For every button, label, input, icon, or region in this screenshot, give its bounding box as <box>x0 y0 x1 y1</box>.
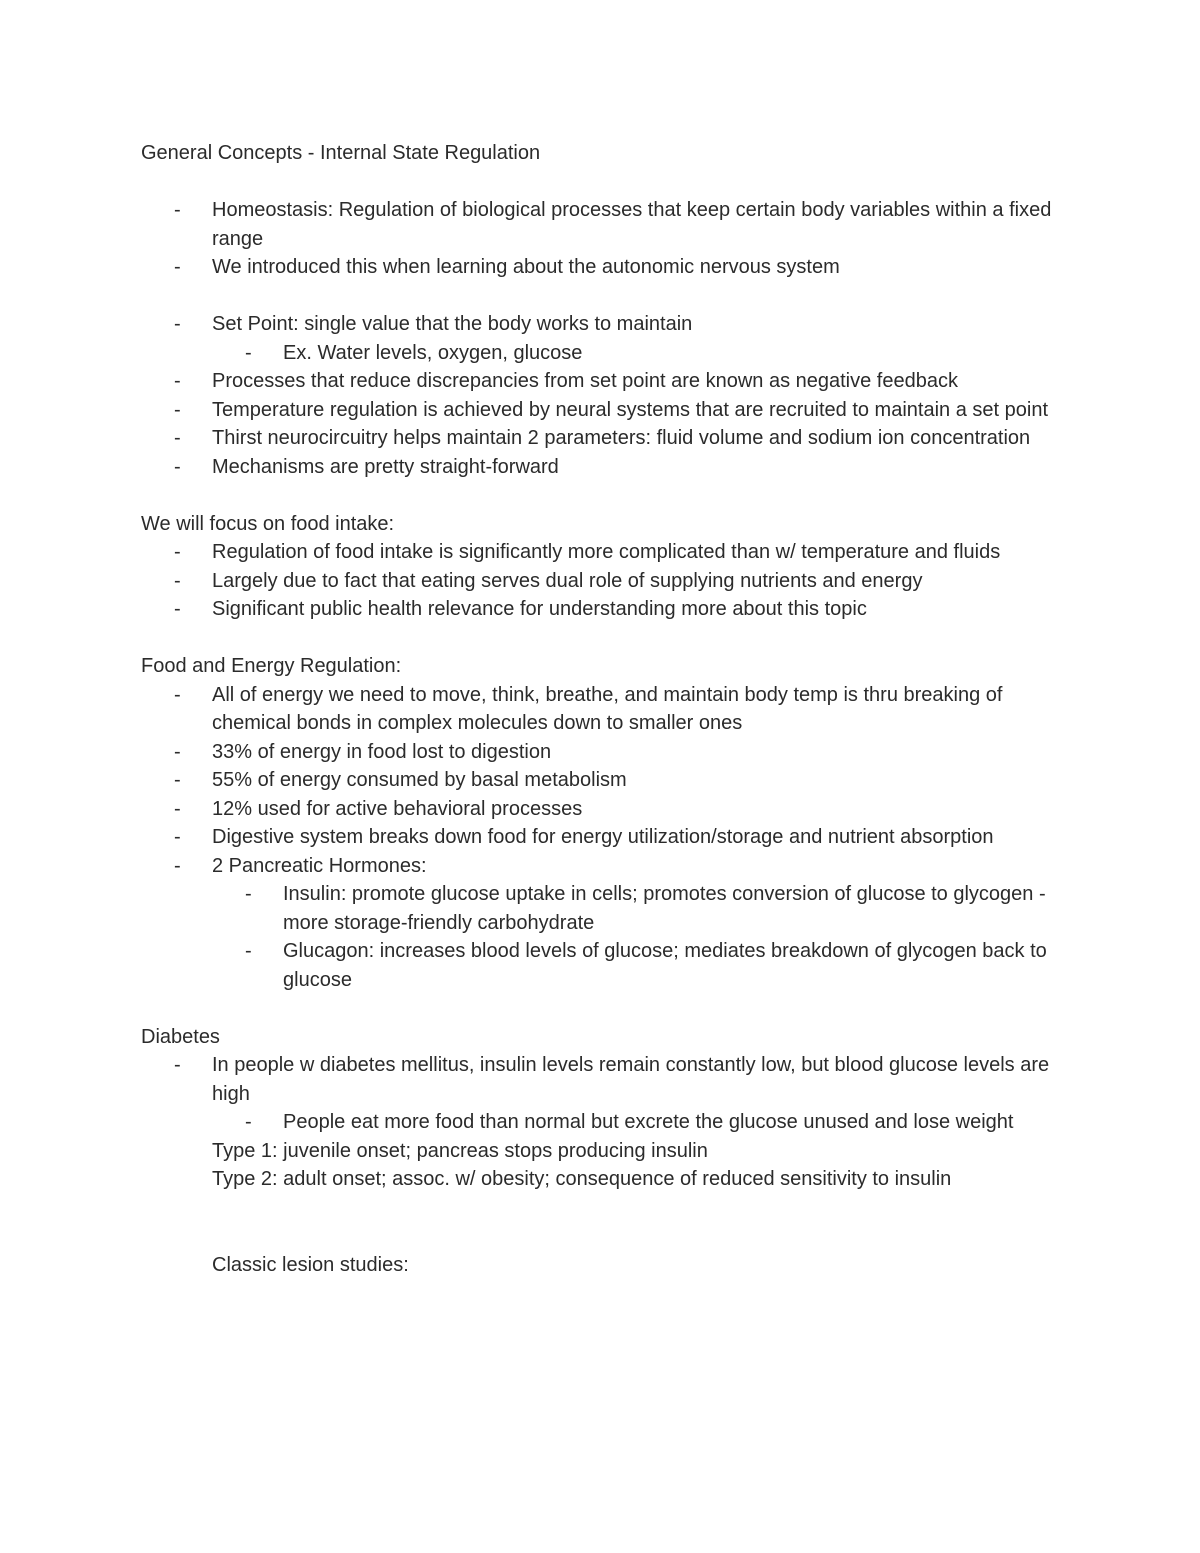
dash-bullet: - <box>174 541 181 563</box>
dash-bullet: - <box>174 797 181 820</box>
list-item: - Thirst neurocircuitry helps maintain 2 parameters: fluid volume and sodium ion concentration <box>141 424 1081 453</box>
list-item: - Largely due to fact that eating serves dual role of supplying nutrients and energy <box>141 567 1081 596</box>
dash-bullet: - <box>174 455 181 478</box>
list-item: - 12% used for active behavioral processes <box>141 795 1081 824</box>
section-heading-diabetes: Diabetes <box>141 1025 220 1048</box>
section-heading-general: General Concepts - Internal State Regulation <box>141 142 541 164</box>
dash-bullet: - <box>245 1111 252 1133</box>
list-item: - 55% of energy consumed by basal metabolism <box>141 766 1081 795</box>
list-item: - Homeostasis: Regulation of biological processes that keep certain body variables within a fixed range <box>141 196 1081 253</box>
section-heading-food-intake: We will focus on food intake: <box>141 512 395 535</box>
list-item: - Regulation of food intake is significantly more complicated than w/ temperature and fluids <box>141 538 1081 567</box>
dash-bullet: - <box>174 199 181 221</box>
list-item: - Processes that reduce discrepancies from set point are known as negative feedback <box>141 367 1081 396</box>
sub-list-item: - Glucagon: increases blood levels of glucose; mediates breakdown of glycogen back to glucose <box>141 937 1081 994</box>
list-item: - Significant public health relevance for understanding more about this topic <box>141 595 1081 624</box>
list-item: - Digestive system breaks down food for energy utilization/storage and nutrient absorption <box>141 823 1081 852</box>
dash-bullet: - <box>174 683 181 706</box>
list-item: - We introduced this when learning about the autonomic nervous system <box>141 253 1081 282</box>
dash-bullet: - <box>174 1054 181 1076</box>
list-item: - In people w diabetes mellitus, insulin levels remain constantly low, but blood glucose levels are high <box>141 1051 1081 1108</box>
dash-bullet: - <box>245 341 252 364</box>
sub-list-item: - Insulin: promote glucose uptake in cells; promotes conversion of glucose to glycogen - more storage-friendly carbohydrate <box>141 880 1081 937</box>
list-item: - Mechanisms are pretty straight-forward <box>141 453 1081 482</box>
dash-bullet: - <box>174 370 181 392</box>
dash-bullet: - <box>174 313 181 335</box>
dash-bullet: - <box>174 854 181 877</box>
dash-bullet: - <box>174 427 181 449</box>
sub-list-item: - People eat more food than normal but excrete the glucose unused and lose weight <box>141 1108 1081 1137</box>
list-item: - All of energy we need to move, think, breathe, and maintain body temp is thru breaking of chemical bonds in complex molecules down to smaller ones <box>141 681 1081 738</box>
section-heading-lesion: Classic lesion studies: <box>212 1253 409 1276</box>
dash-bullet: - <box>245 883 252 905</box>
document-page <box>141 139 1081 1279</box>
dash-bullet: - <box>174 398 181 421</box>
list-item: - 33% of energy in food lost to digestion <box>141 738 1081 767</box>
dash-bullet: - <box>174 569 181 592</box>
dash-bullet: - <box>174 740 181 763</box>
sub-list-item: - Ex. Water levels, oxygen, glucose <box>141 339 1081 368</box>
dash-bullet: - <box>174 256 181 278</box>
type2-note: Type 2: adult onset; assoc. w/ obesity; consequence of reduced sensitivity to insulin <box>212 1168 952 1190</box>
dash-bullet: - <box>174 826 181 848</box>
dash-bullet: - <box>174 598 181 620</box>
dash-bullet: - <box>174 769 181 791</box>
list-item: - 2 Pancreatic Hormones: <box>141 852 1081 881</box>
list-item: - Set Point: single value that the body works to maintain <box>141 310 1081 339</box>
dash-bullet: - <box>245 940 252 962</box>
section-heading-energy: Food and Energy Regulation: <box>141 655 402 677</box>
type1-note: Type 1: juvenile onset; pancreas stops producing insulin <box>212 1139 708 1162</box>
list-item: - Temperature regulation is achieved by neural systems that are recruited to maintain a set point <box>141 396 1081 425</box>
